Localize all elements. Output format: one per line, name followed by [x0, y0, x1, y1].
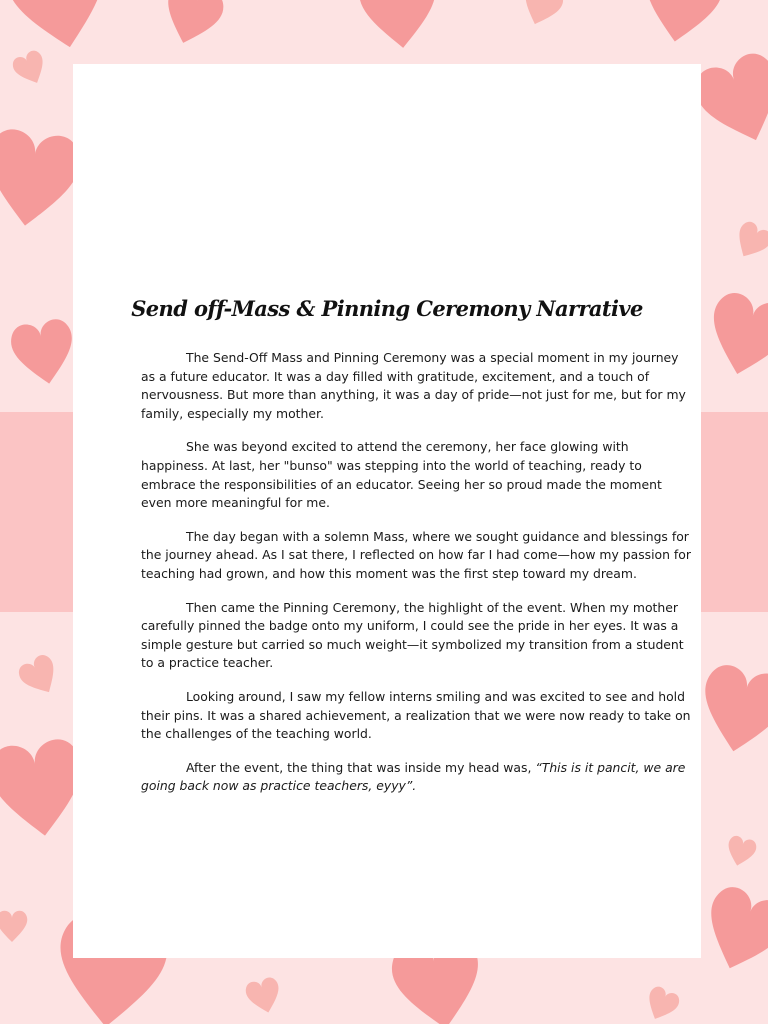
heart-icon — [15, 652, 64, 701]
heart-icon — [2, 0, 117, 57]
closing-lead: After the event, the thing that was inside my head was, — [186, 759, 536, 775]
document-title: Send off-Mass & Pinning Ceremony Narrative — [131, 296, 643, 321]
heart-icon — [0, 126, 83, 232]
heart-icon — [700, 289, 768, 384]
paragraph: The Send-Off Mass and Pinning Ceremony was a special moment in my journey as a future educator. It was a day filled with gratitude, excitement, and a touch of nervousness. But more than anything, it was a day of pride—not just for me, but for my family, especially my mother. — [141, 350, 686, 421]
heart-icon — [729, 219, 768, 265]
heart-icon — [0, 911, 27, 942]
paragraph: Looking around, I saw my fellow interns smiling and was excited to see and hold their pins. It was a shared achievement, a realization that we were now ready to take on the challenges of the teaching world. — [141, 688, 691, 742]
paragraph: The day began with a solemn Mass, where we sought guidance and blessings for the journey ahead. As I sat there, I reflected on how far I had come—how my passion for teaching had grown, and how this moment was the first step toward my dream. — [141, 528, 691, 581]
heart-icon — [694, 661, 768, 759]
heart-icon — [357, 0, 441, 52]
closing-quote: “This is it pancit, we are going back now as practice teachers, eyyy”. — [141, 759, 686, 794]
paragraph: She was beyond excited to attend the ceremony, her face glowing with happiness. At last, her "bunso" was stepping into the world of teaching, ready to embrace the responsibilities of an educator. Seeing her so proud made the moment even more meaningful for me. — [141, 439, 662, 511]
heart-icon — [517, 0, 566, 31]
heart-icon — [694, 882, 768, 982]
heart-icon — [8, 317, 79, 389]
document-page — [73, 64, 701, 958]
closing-paragraph — [141, 759, 693, 796]
heart-icon — [157, 0, 228, 52]
heart-icon — [10, 48, 51, 89]
heart-icon — [637, 0, 726, 48]
heart-icon — [641, 984, 682, 1024]
paragraph: Then came the Pinning Ceremony, the highlight of the event. When my mother carefully pinned the badge onto my uniform, I could see the pride in her eyes. It was a simple gesture but carried so much weight—it symbolized my transition from a student to a practice teacher. — [141, 599, 684, 671]
heart-icon — [689, 48, 768, 154]
heart-icon — [724, 834, 758, 869]
heart-icon — [244, 976, 285, 1017]
document-body — [141, 349, 693, 811]
